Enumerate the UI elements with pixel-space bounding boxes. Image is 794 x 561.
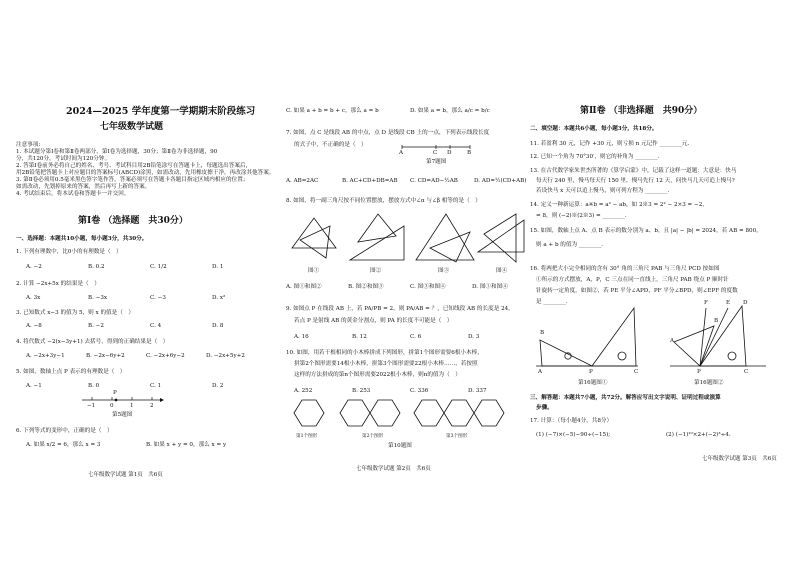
question-2: 2. 计算 −2x+5x 的结果是（ ） xyxy=(16,281,100,287)
q10-caption: 第10题图 xyxy=(388,443,412,449)
q10-hexagons-figure xyxy=(270,0,530,561)
q7-option-b: B. AC+CD+DB=AB xyxy=(342,178,398,184)
q8-option-a: A. 图①和图② xyxy=(286,284,322,290)
question-7-cont: 的式子中，不正确的是（ ） xyxy=(294,142,367,148)
q5-caption: 第5题图 xyxy=(112,412,133,418)
note-line: 2. 答第Ⅰ卷前务必将自己的姓名、考号、考试科目用2B铅笔涂写在答题卡上，每题选出答案后， xyxy=(16,163,252,169)
note-line: 3. 第Ⅱ卷必须用0.5毫米黑色签字笔作答，答案必须写在答题卡各题目指定区域内相应的位置； xyxy=(16,177,249,183)
q16-caption: 第16题图② xyxy=(694,380,724,386)
question-11: 11. 若盈利 30 元，记作 +30 元，则亏损 n 元记作 ________元. xyxy=(530,141,690,147)
note-line: 用2B铅笔把答题卡上对应题目的答案标号(ABCD)涂黑，如需改动，先用橡皮擦干净，再改涂其他答案。 xyxy=(16,170,275,176)
page-3 xyxy=(530,0,794,561)
q9-option-a: A. 16 xyxy=(294,334,309,340)
q16-fig2-label: F xyxy=(704,300,708,306)
question-10: 10. 如图，用若干根相同的小木棒拼成下列图形，拼第1个图形需要6根小木棒， xyxy=(286,350,483,356)
q16-fig2-label: B xyxy=(714,318,719,324)
q8-option-c: C. 图③和图④ xyxy=(410,284,446,290)
q16-fig2-label: C xyxy=(744,369,749,375)
question-5: 5. 如图，数轴上点 P 表示的有理数是（ ） xyxy=(16,369,126,375)
q7-option-d: D. AD=½(CD+AB) xyxy=(474,178,527,184)
q6-option-a: A. 如果 x/2 = 6，那么 x = 3 xyxy=(26,442,101,448)
q17-part-1: (1) (−7)×(−5)−90÷(−15); xyxy=(536,432,611,438)
notes-header: 注意事项: xyxy=(16,142,41,148)
question-13-cont: 若设快马 x 天可以追上慢马，则可列方程为 ________. xyxy=(536,188,670,194)
question-16: 16. 将两把大小完全相同的含有 30° 角的三角尺 PAB 与三角尺 PCD 按如图 xyxy=(530,266,720,272)
q5-point-label: P xyxy=(113,390,117,396)
q10-option-d: D. 337 xyxy=(468,388,487,394)
q8-fig-label: 图③ xyxy=(438,268,450,274)
question-14-cont: = 8，则 (−2)※(2※3) = ________. xyxy=(536,213,627,219)
q16-fig1-label: A xyxy=(538,369,543,375)
q1-option-d: D. 1 xyxy=(212,264,224,270)
part2-title: 第Ⅱ卷 （非选择题 共90分） xyxy=(580,106,703,116)
question-17: 17. 计算：（每小题4分，共8分） xyxy=(530,418,613,424)
exam-subtitle: 七年级数学试题 xyxy=(100,122,164,132)
page-2 xyxy=(270,0,530,561)
q5-tick-label: 2 xyxy=(150,403,154,409)
q8-fig-label: 图② xyxy=(370,268,382,274)
q8-option-d: D. 图①和图④ xyxy=(472,284,508,290)
q16-fig1-label: P xyxy=(589,369,593,375)
q9-option-c: C. 6 xyxy=(410,334,422,340)
question-14: 14. 定义一种新运算：a※b = a² − ab，如 2※3 = 2² − 2×3 = −2， xyxy=(530,202,708,208)
q16-fig2-label: E xyxy=(726,300,731,306)
question-4: 4. 将代数式 −2(x−3y+1) 去括号，得到的正确结果是（ ） xyxy=(16,339,169,345)
q2-option-a: A. 3x xyxy=(26,295,41,301)
q10-option-a: A. 252 xyxy=(294,388,313,394)
q3-option-c: C. 4 xyxy=(150,323,162,329)
q9-option-b: B. 12 xyxy=(352,334,367,340)
q7-label: B xyxy=(467,150,472,156)
q6-option-b: B. 如果 x + y = 0，那么 x = y xyxy=(146,442,227,448)
question-10-cont: 这样的方法拼成的第n个图形需要2022根小木棒，则n的值为（ ） xyxy=(294,372,461,378)
q2-option-b: B. −3x xyxy=(88,295,108,301)
q5-tick-label: −1 xyxy=(87,403,96,409)
question-12: 12. 已知一个角为 70°30′，则它的补角为 ________. xyxy=(530,154,660,160)
question-1: 1. 下列有理数中，比0小的有理数是（ ） xyxy=(16,249,122,255)
q2-option-c: C. −3 xyxy=(150,295,166,301)
note-line: 1. 本试题分第Ⅰ卷和第Ⅱ卷两部分，第Ⅰ卷为选择题，30分；第Ⅱ卷为非选择题，90 xyxy=(16,149,218,155)
q1-option-c: C. 1/2 xyxy=(150,264,167,270)
exam-title: 2024—2025 学年度第一学期期末阶段练习 xyxy=(66,106,256,117)
q10-option-c: C. 336 xyxy=(410,388,429,394)
section2-header: 二、填空题：本题共6小题，每小题3分，共18分。 xyxy=(530,126,658,132)
q1-option-a: A. −2 xyxy=(26,264,42,270)
page-footer: 七年级数学试题 第3页 共6页 xyxy=(702,456,777,462)
q7-option-a: A. AB=2AC xyxy=(286,178,319,184)
q10-fig-label: 第2个图形 xyxy=(362,434,384,439)
q5-option-a: A. −1 xyxy=(26,383,42,389)
question-8: 8. 如图，将一副三角尺按不同位置摆放，摆放方式中∠α 与∠β 相等的是（ ） xyxy=(286,198,481,204)
q4-option-b: B. −2x−6y+2 xyxy=(86,353,125,359)
question-7: 7. 如图，点 C 是线段 AB 的中点，点 D 是线段 CB 上的一点，下列表示线段长度 xyxy=(286,130,490,136)
question-15-cont: 则 a + b 的值为 ________. xyxy=(536,242,604,248)
q10-fig-label: 第3个图形 xyxy=(446,434,468,439)
q16-fig1-label: B xyxy=(540,330,545,336)
note-line: 如需改动，先划掉原来的答案，然后再写上新的答案。 xyxy=(16,184,151,190)
q16-fig2-label: P xyxy=(697,369,701,375)
q10-fig-label: 第1个图形 xyxy=(296,434,318,439)
section3-header: 三、解答题：本题共7小题，共72分。解答应写出文字说明、证明过程或演算 xyxy=(530,395,721,401)
page-footer: 七年级数学试题 第2页 共6页 xyxy=(356,466,431,472)
q4-option-a: A. −2x+3y−1 xyxy=(26,353,65,359)
q10-option-b: B. 253 xyxy=(352,388,371,394)
question-16-cont: 是 ________. xyxy=(536,299,568,305)
q7-label: A xyxy=(399,150,404,156)
q2-option-d: D. x² xyxy=(212,295,226,301)
question-15: 15. 如图，数轴上点 A、点 B 表示的数分别为 a、b，且 |a| − |b| = 2024，若 AB = 800， xyxy=(530,228,762,234)
section3-header-cont: 步骤。 xyxy=(536,405,553,411)
note-line: 4. 考试结束后，将本试卷和答题卡一并交回。 xyxy=(16,191,130,197)
q4-option-c: C. −2x+6y−2 xyxy=(146,353,185,359)
q3-option-b: B. −2 xyxy=(88,323,104,329)
q6-option-d: D. 如果 a = b，那么 a/c = b/c xyxy=(410,108,490,114)
q5-tick-label: 0 xyxy=(110,403,114,409)
q5-option-b: B. 0 xyxy=(88,383,100,389)
page-1 xyxy=(0,0,275,561)
q6-option-c: C. 如果 a + b = b + c，那么 a = b xyxy=(286,108,379,114)
q7-caption: 第7题图 xyxy=(426,159,447,165)
q8-fig-label: 图④ xyxy=(496,268,508,274)
q16-caption: 第16题图① xyxy=(578,380,608,386)
q5-tick-label: 1 xyxy=(130,403,134,409)
q3-option-d: D. 8 xyxy=(212,323,224,329)
q16-triangles-figure xyxy=(530,0,794,561)
q17-part-2: (2) (−1)¹⁰×2+(−2)³÷4. xyxy=(666,432,731,438)
page-footer: 七年级数学试题 第1页 共6页 xyxy=(88,472,163,478)
question-13-cont: 每天行 240 里，慢马每天行 150 里，慢马先行 12 天，问快马几天可追上慢马? xyxy=(536,178,735,184)
q5-option-c: C. 1 xyxy=(150,383,162,389)
question-3: 3. 已知数式 x−3 的值为 5，则 x 的值是（ ） xyxy=(16,310,135,316)
q7-label: C xyxy=(433,150,438,156)
q16-fig1-label: C xyxy=(634,369,639,375)
section1-header: 一、选择题：本题共10小题，每小题3分，共30分。 xyxy=(16,236,148,242)
q7-label: D xyxy=(447,150,452,156)
q3-option-a: A. −8 xyxy=(26,323,42,329)
q8-option-b: B. 图②和图③ xyxy=(348,284,384,290)
question-16-cont: 针旋转一定角度，如图②，若 PE 平分∠APD，PF 平分∠BPD，则∠EPF 的度数 xyxy=(536,288,738,294)
q4-option-d: D. −2x+5y+2 xyxy=(206,353,245,359)
q8-fig-label: 图① xyxy=(308,268,320,274)
question-13: 13. 在古代数学家朱世杰所著的《算学启蒙》中，记载了这样一道题：大意是：快马 xyxy=(530,168,737,174)
question-9: 9. 如图点 P 在线段 AB 上，若 PA/PB = 2，则 PA/AB = ？，已知线段 AB 的长度是 24， xyxy=(286,306,514,312)
part1-title: 第Ⅰ卷 （选择题 共30分） xyxy=(78,216,188,226)
q9-option-d: D. 3 xyxy=(468,334,480,340)
q5-option-d: D. 2 xyxy=(212,383,224,389)
question-16-cont: ①所示的方式摆放，A，P，C 三点在同一直线上，三角尺 PAB 绕点 P 顺时针 xyxy=(536,277,729,283)
question-9-cont: 若点 P 是射线 AB 的黄金分割点，则 PA 的长度不可能是（ ） xyxy=(294,318,453,324)
note-line: 分，共120分，考试时间为120分钟。 xyxy=(16,156,111,162)
q7-option-c: C. CD=AD−½AB xyxy=(410,178,458,184)
q16-fig2-label: D xyxy=(743,300,748,306)
q1-option-b: B. 0.2 xyxy=(88,264,105,270)
q16-fig2-label: A xyxy=(670,338,675,344)
question-6: 6. 下列等式的变形中，正确的是（ ） xyxy=(16,428,113,434)
question-10-cont: 拼第2个图形需要14根小木棒，拼第3个图形需要22根小木棒……，若按照 xyxy=(294,361,478,367)
